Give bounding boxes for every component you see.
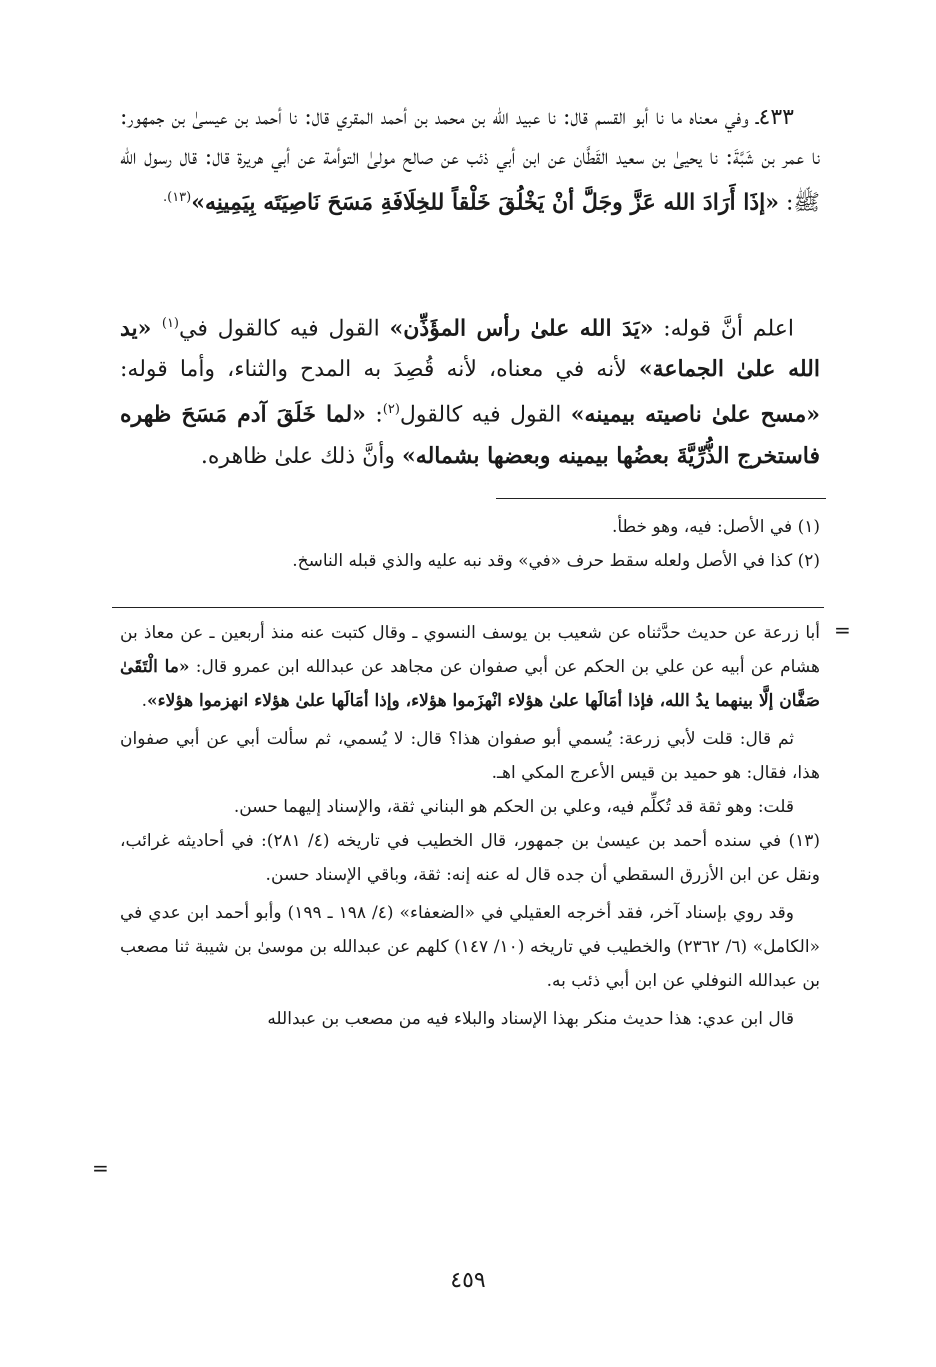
footnote-separator [496,498,826,499]
takhrij-p1: أبا زرعة عن حديث حدَّثناه عن شعيب بن يوسف النسوي ـ وقال كتبت عنه منذ أربعين ـ عن معاذ بن هشام عن أبيه عن علي بن الحكم عن أبي صفوان عن مجاهد عن عبدالله ابن عمرو قال: «ما الْتَقَىٰ صَفَّان إلَّا بينهما يدُ الله، فإذا أمَالَها علىٰ هؤلاء انْهزَموا هؤلاء، وإذا أمَالَها علىٰ هؤلاء انهزموا هؤلاء». [120,623,820,711]
commentary-text: اعلم أنَّ قوله: «يَدَ الله علىٰ رأس المؤَذِّن» القول فيه كالقول في$^{(١)}$ «يد الله علىٰ الجماعة» لأنه في معناه، لأنه قُصِدَ به المدح والثناء، وأما قوله: «مسح علىٰ ناصيته بيمينه» القول فيه كالقول$^{(٢)}$: «لما خَلَقَ آدم مَسَحَ ظهره فاستخرج الذُّرِّيَّةَ بعضُها بيمينه وبعضها بشماله» وأنَّ ذلك علىٰ ظاهره. [120,315,821,469]
hadith-number: ٤٣٣ـ [755,105,794,130]
footnote-2: (٢) كذا في الأصل ولعله سقط حرف «في» وقد نبه عليه والذي قبله الناسخ. [292,551,820,571]
footnote-ref: (٢) [382,402,400,418]
page-number: ٤٥٩ [450,1268,486,1293]
footnote-1: (١) في الأصل: فيه، وهو خطأ. [611,517,820,537]
takhrij-p3: قلت: وهو ثقة قد تُكلِّم فيه، وعلي بن الحكم هو البناني ثقة، والإسناد إليهما حسن. [233,797,794,817]
takhrij-separator [112,607,824,608]
takhrij-notes [120,616,820,1036]
takhrij-p2: ثم قال: قلت لأبي زرعة: يُسمي أبو صفوان هذا؟ قال: لا يُسمي، ثم سألت أبي عن أبي صفوان هذا، فقال: هو حميد بن قيس الأعرج المكي اهـ. [120,729,820,783]
takhrij-p4: (١٣) في سنده أحمد بن عيسىٰ بن جمهور، قال الخطيب في تاريخه (٤/ ٢٨١): في أحاديثه غرائب، ونقل عن ابن الأزرق السقطي أن جده قال له عنه إنه: ثقة، وباقي الإسناد حسن. [120,831,820,885]
takhrij-p5: وقد روي بإسناد آخر، فقد أخرجه العقيلي في «الضعفاء» (٤/ ١٩٨ ـ ١٩٩) وأبو أحمد ابن عدي في «الكامل» (٦/ ٢٣٦٢) والخطيب في تاريخه (١٠/ ١٤٧) كلهم عن عبدالله بن موسىٰ بن شيبة ثنا مصعب بن عبدالله النوفلي عن ابن أبي ذئب به. [120,903,820,991]
continuation-mark: = [834,618,851,642]
end-continuation-mark: = [92,1156,109,1180]
takhrij-p6: قال ابن عدي: هذا حديث منكر بهذا الإسناد والبلاء فيه من مصعب بن عبدالله [267,1009,794,1029]
commentary-paragraph [120,304,820,477]
footnote-ref: (١٣). [162,190,192,205]
hadith-paragraph [120,98,820,223]
footnote-ref: (١) [161,316,179,331]
hadith-matn: «إذَا أَرَادَ الله عَزَّ وجَلَّ أنْ يَخْلُقَ خَلْقاً للخِلَافَةِ مَسَحَ نَاصِيَتَه بِيَمِينِه» [191,189,780,216]
hadith-text: ٤٣٣ـ وفي معناه ما نا أبو القسم قال: نا عبيد الله بن محمد بن أحمد المقري قال: نا أحمد بن عيسىٰ بن جمهور: نا عمر بن شَبَّةَ: نا يحيىٰ بن سعيد القَطَّان عن ابن أبي ذئب عن صالح مولىٰ التوأمة عن أبي هريرة قال: قال رسول الله ﷺ: «إذَا أَرَادَ الله عَزَّ وجَلَّ أنْ يَخْلُقَ خَلْقاً للخِلَافَةِ مَسَحَ نَاصِيَتَه بِيَمِينِه»$^{(١٣).}$ [120,105,821,216]
footnotes [120,510,820,578]
